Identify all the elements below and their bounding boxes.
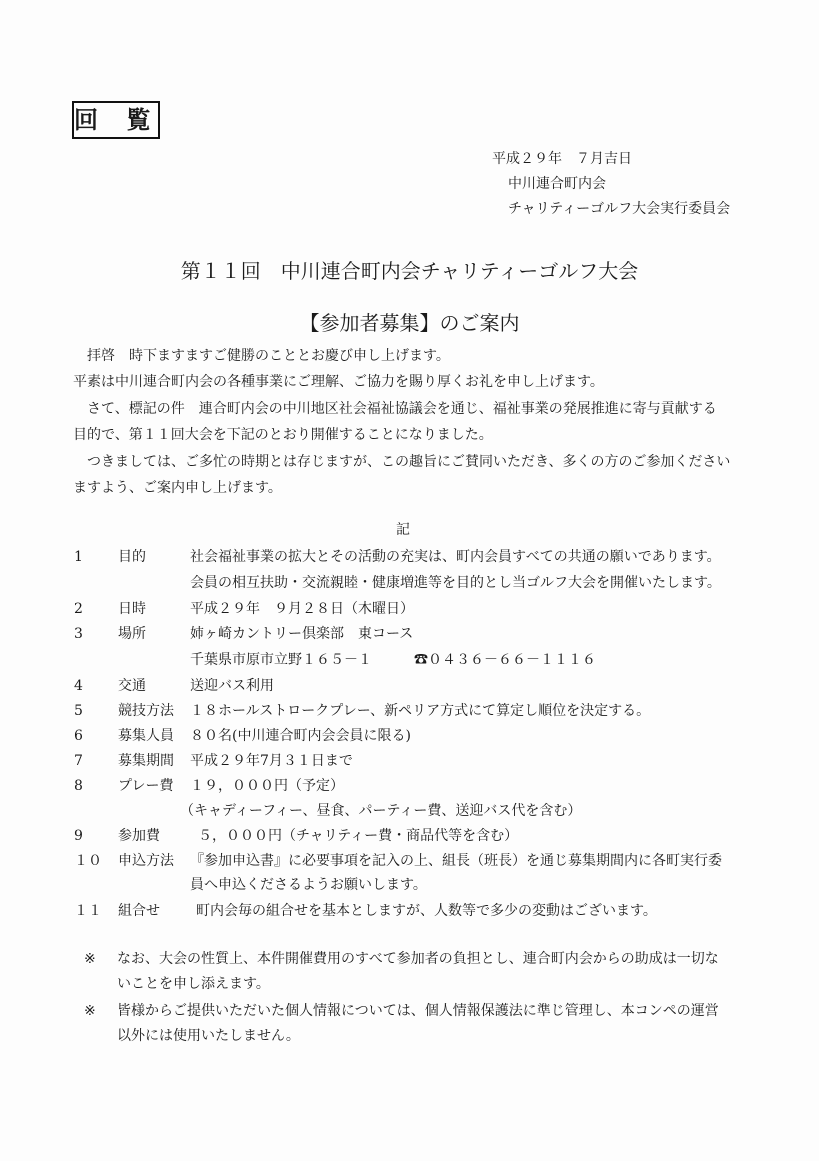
note-text: 皆様からご提供いただいた個人情報については、個人情報保護法に準じ管理し、本コンペの運営 — [117, 1003, 719, 1019]
item-label: 競技方法 — [118, 703, 174, 719]
item-label: 組合せ — [118, 903, 160, 919]
item-content: 会員の相互扶助・交流親睦・健康増進等を目的とし当ゴルフ大会を開催いたします。 — [190, 575, 721, 591]
item-label: 募集人員 — [118, 728, 174, 744]
item-number: １０ — [74, 853, 102, 869]
item-content: 『参加申込書』に必要事項を記入の上、組長（班長）を通じ募集期間内に各町実行委 — [190, 853, 722, 869]
note-text: なお、大会の性質上、本件開催費用のすべて参加者の負担とし、連合町内会からの助成は一切な — [117, 951, 719, 967]
item-content: １９，０００円（予定） — [190, 778, 344, 794]
item-number: 7 — [74, 753, 83, 769]
item-number: 3 — [74, 626, 83, 642]
item-label: 目的 — [118, 549, 146, 565]
item-content: 平成２９年7月３１日まで — [190, 753, 353, 769]
item-label: 募集期間 — [118, 753, 174, 769]
item-number: 9 — [74, 828, 83, 844]
document-title: 第１１回 中川連合町内会チャリティーゴルフ大会 — [180, 259, 639, 283]
item-content: ５，０００円（チャリティー費・商品代等を含む） — [198, 828, 519, 844]
item-label: 場所 — [118, 626, 146, 642]
item-number: 5 — [74, 703, 83, 719]
circulation-stamp: 回 覧 — [72, 101, 160, 139]
item-content: 千葉県市原市立野１６５－１ ☎０４３６－６６－１１１６ — [190, 652, 596, 668]
item-number: 6 — [74, 728, 83, 744]
item-content: （キャディーフィー、昼食、パーティー費、送迎バス代を含む） — [180, 803, 582, 819]
item-label: 参加費 — [118, 828, 160, 844]
item-content: 送迎バス利用 — [190, 678, 274, 694]
body-paragraph-line: 拝啓 時下ますますご健勝のこととお慶び申し上げます。 — [73, 348, 450, 364]
committee: チャリティーゴルフ大会実行委員会 — [508, 201, 731, 217]
item-label: 日時 — [118, 601, 146, 617]
note-mark: ※ — [84, 1003, 96, 1019]
item-content: ８０名(中川連合町内会会員に限る) — [190, 728, 411, 744]
item-number: 2 — [74, 601, 83, 617]
note-text: 以外には使用いたしません。 — [117, 1028, 300, 1044]
item-label: 交通 — [118, 678, 146, 694]
item-number: 8 — [74, 778, 83, 794]
item-content: 員へ申込くださるようお願いします。 — [190, 877, 427, 893]
item-content: 社会福祉事業の拡大とその活動の充実は、町内会員すべての共通の願いであります。 — [190, 549, 721, 565]
item-content: 平成２９年 ９月２８日（木曜日） — [190, 601, 414, 617]
body-paragraph-line: つきましては、ご多忙の時期とは存じますが、この趣旨にご賛同いただき、多くの方のご参加ください — [73, 454, 731, 470]
note-mark: ※ — [84, 951, 96, 967]
body-paragraph-line: ますよう、ご案内申し上げます。 — [73, 480, 282, 496]
item-number: 1 — [74, 549, 83, 565]
item-content: １８ホールストロークプレー、新ペリア方式にて算定し順位を決定する。 — [190, 703, 651, 719]
ki-heading: 記 — [396, 522, 410, 538]
note-text: いことを申し添えます。 — [117, 976, 270, 992]
item-number: １１ — [74, 903, 102, 919]
item-content: 姉ヶ崎カントリー倶楽部 東コース — [190, 626, 414, 642]
body-paragraph-line: 目的で、第１１回大会を下記のとおり開催することになりました。 — [73, 427, 493, 443]
body-paragraph-line: さて、標記の件 連合町内会の中川地区社会福祉協議会を通じ、福祉事業の発展推進に寄与貢献する — [73, 401, 717, 417]
item-number: 4 — [74, 678, 83, 694]
item-content: 町内会毎の組合せを基本としますが、人数等で多少の変動はございます。 — [196, 903, 657, 919]
item-label: プレー費 — [118, 778, 174, 794]
document-subtitle: 【参加者募集】のご案内 — [299, 311, 520, 335]
organization: 中川連合町内会 — [508, 176, 606, 192]
body-paragraph-line: 平素は中川連合町内会の各種事業にご理解、ご協力を賜り厚くお礼を申し上げます。 — [73, 374, 604, 390]
item-label: 申込方法 — [118, 853, 174, 869]
date: 平成２９年 ７月吉日 — [492, 151, 632, 167]
